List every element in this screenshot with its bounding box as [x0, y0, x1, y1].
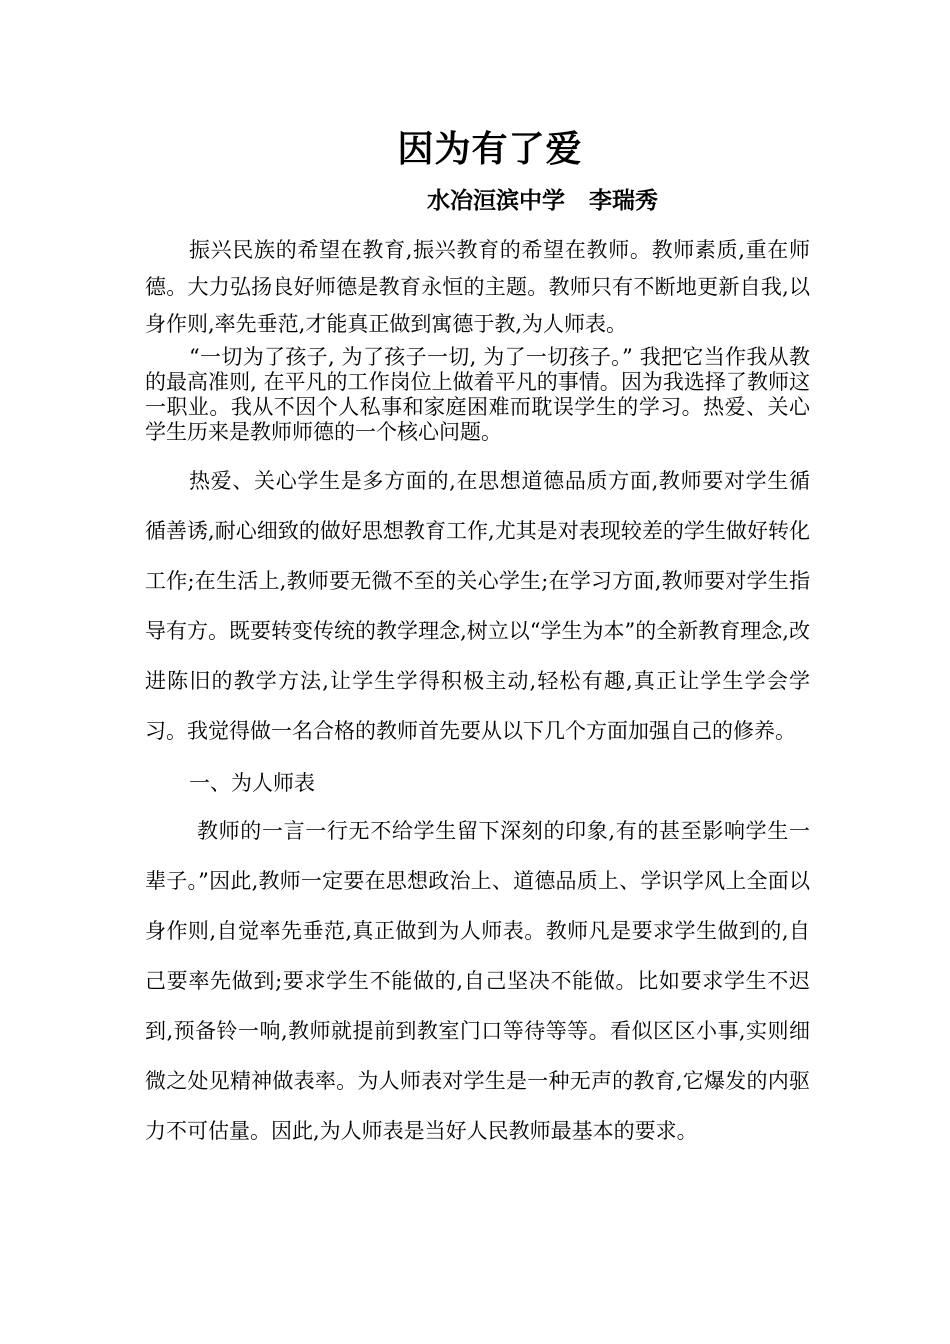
paragraph-role-model: 教师的一言一行无不给学生留下深刻的印象,有的甚至影响学生一辈子。”因此,教师一定要在思想政治上、道德品质上、学识学风上全面以身作则,自觉率先垂范,真正做到为人师表。教师凡是要求学生做到的,自己要率先做到;要求学生不能做的,自己坚决不能做。比如要求学生不迟到,预备铃一响,教师就提前到教室门口等待等等。看似区区小事,实则细微之处见精神做表率。为人师表对学生是一种无声的教育,它爆发的内驱力不可估量。因此,为人师表是当好人民教师最基本的要求。 — [145, 819, 810, 1143]
paragraph-motto: “一切为了孩子, 为了孩子一切, 为了一切孩子。” 我把它当作我从教的最高准则, 在平凡的工作岗位上做着平凡的事情。因为我选择了教师这一职业。我从不因个人私事和家庭困难而耽误学生的学习。热爱、关心学生历来是教师师德的一个核心问题。 — [145, 345, 810, 444]
author-byline: 水冶洹滨中学 李瑞秀 — [427, 188, 659, 214]
paragraph-intro: 振兴民族的希望在教育,振兴教育的希望在教师。教师素质,重在师德。大力弘扬良好师德是教育永恒的主题。教师只有不断地更新自我,以身作则,率先垂范,才能真正做到寓德于教,为人师表。 — [145, 238, 810, 336]
document-title: 因为有了爱 — [397, 129, 583, 170]
section-heading: 一、为人师表 — [189, 771, 315, 795]
paragraph-caring-students: 热爱、关心学生是多方面的,在思想道德品质方面,教师要对学生循循善诱,耐心细致的做好思想教育工作,尤其是对表现较差的学生做好转化工作;在生活上,教师要无微不至的关心学生;在学习方面,教师要对学生指导有方。既要转变传统的教学理念,树立以“学生为本”的全新教育理念,改进陈旧的教学方法,让学生学得积极主动,轻松有趣,真正让学生学会学习。我觉得做一名合格的教师首先要从以下几个方面加强自己的修养。 — [145, 469, 810, 743]
